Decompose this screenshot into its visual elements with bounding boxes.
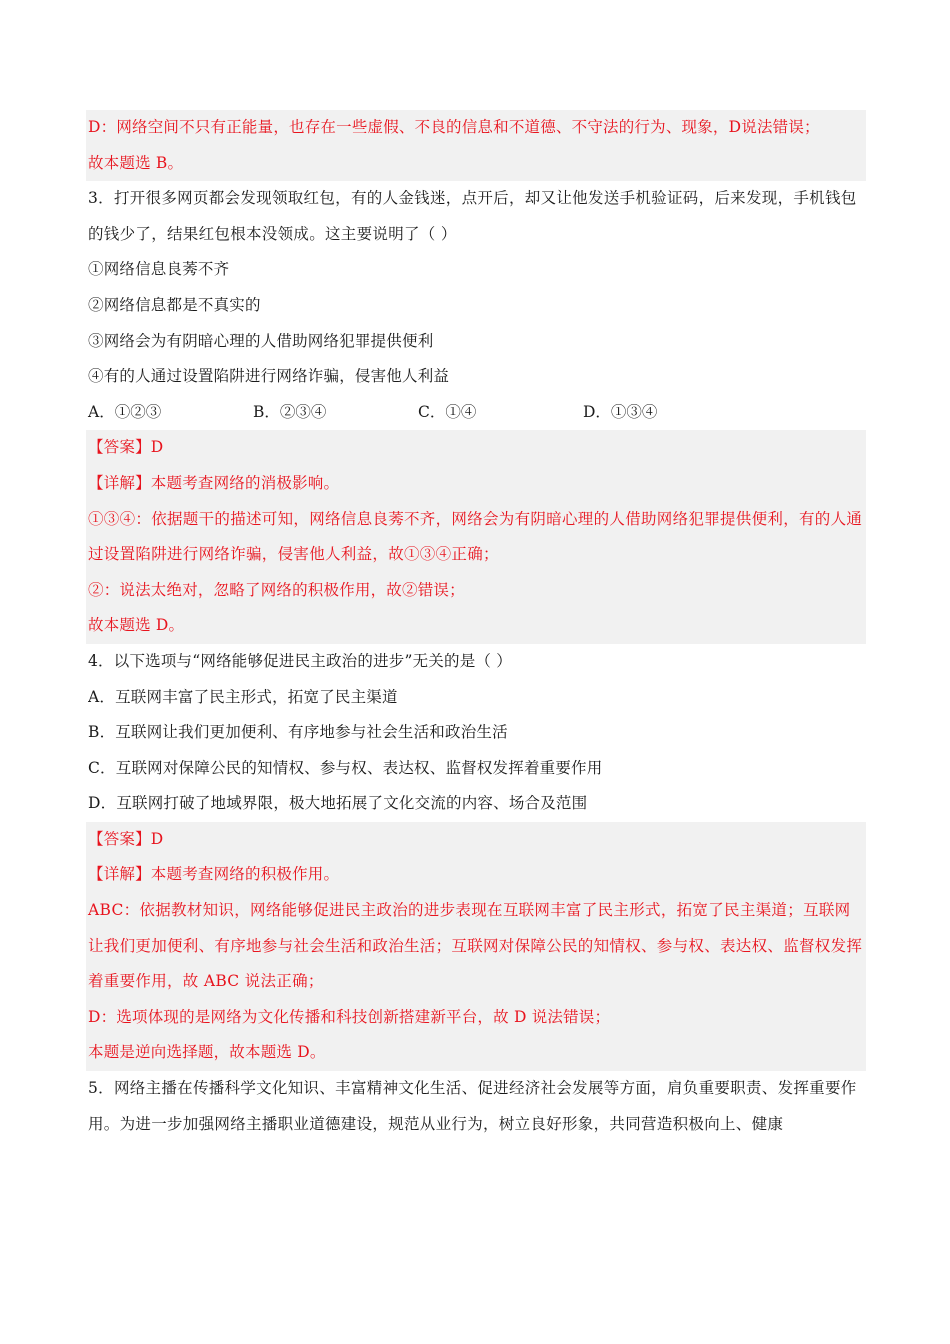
q4-analysis-2: D：选项体现的是网络为文化传播和科技创新搭建新平台，故 D 说法错误； [88,1007,611,1026]
q3-choice-c: C．①④ [418,402,477,421]
q3-answer: 【答案】D [88,438,164,457]
q3-option-4: ④有的人通过设置陷阱进行网络诈骗，侵害他人利益 [88,367,450,386]
q3-analysis-1: ①③④：依据题干的描述可知，网络信息良莠不齐，网络会为有阴暗心理的人借助网络犯罪提供便利，有的人通过设置陷阱进行网络诈骗，侵害他人利益，故①③④正确； [88,509,863,564]
q3-choice-b: B．②③④ [253,402,327,421]
prev-explanation-block [86,110,866,181]
q4-answer: 【答案】D [88,829,164,848]
q4-detail: 【详解】本题考查网络的积极作用。 [88,865,340,884]
q3-answer-block [86,430,866,644]
q3-option-2: ②网络信息都是不真实的 [88,295,261,314]
q4-option-b: B．互联网让我们更加便利、有序地参与社会生活和政治生活 [88,723,508,742]
q4-option-c: C．互联网对保障公民的知情权、参与权、表达权、监督权发挥着重要作用 [88,758,603,777]
q3-choices [88,395,864,431]
q3-choice-d: D．①③④ [583,402,658,421]
q4-analysis-1: ABC：依据教材知识，网络能够促进民主政治的进步表现在互联网丰富了民主形式，拓宽了民主渠道；互联网让我们更加便利、有序地参与社会生活和政治生活；互联网对保障公民的知情权、参与权、表达权、监督权发挥着重要作用，故 ABC 说法正确； [88,901,863,991]
prev-explanation-conclusion: 故本题选 B。 [88,153,184,172]
q3-option-3: ③网络会为有阴暗心理的人借助网络犯罪提供便利 [88,331,434,350]
q4-analysis-3: 本题是逆向选择题，故本题选 D。 [88,1043,326,1062]
q3-analysis-2: ②：说法太绝对，忽略了网络的积极作用，故②错误； [88,580,465,599]
prev-explanation-d: D：网络空间不只有正能量，也存在一些虚假、不良的信息和不道德、不守法的行为、现象，D说法错误； [88,118,820,136]
q4-option-a: A．互联网丰富了民主形式，拓宽了民主渠道 [88,687,398,706]
q3-choice-a: A．①②③ [88,402,162,421]
q3-option-1: ①网络信息良莠不齐 [88,260,230,279]
q3-stem: 3．打开很多网页都会发现领取红包，有的人金钱迷，点开后，却又让他发送手机验证码，后来发现，手机钱包的钱少了，结果红包根本没领成。这主要说明了（ ） [88,189,857,243]
q4-stem: 4．以下选项与“网络能够促进民主政治的进步”无关的是（ ） [88,651,512,670]
q5-stem: 5．网络主播在传播科学文化知识、丰富精神文化生活、促进经济社会发展等方面，肩负重要职责、发挥重要作用。为进一步加强网络主播职业道德建设，规范从业行为，树立良好形象，共同营造积极向上、健康 [88,1079,857,1133]
page-content [88,110,864,1142]
q4-answer-block [86,822,866,1071]
q4-option-d: D．互联网打破了地域界限，极大地拓展了文化交流的内容、场合及范围 [88,794,588,813]
q3-analysis-3: 故本题选 D。 [88,616,185,635]
q3-detail: 【详解】本题考查网络的消极影响。 [88,473,340,492]
